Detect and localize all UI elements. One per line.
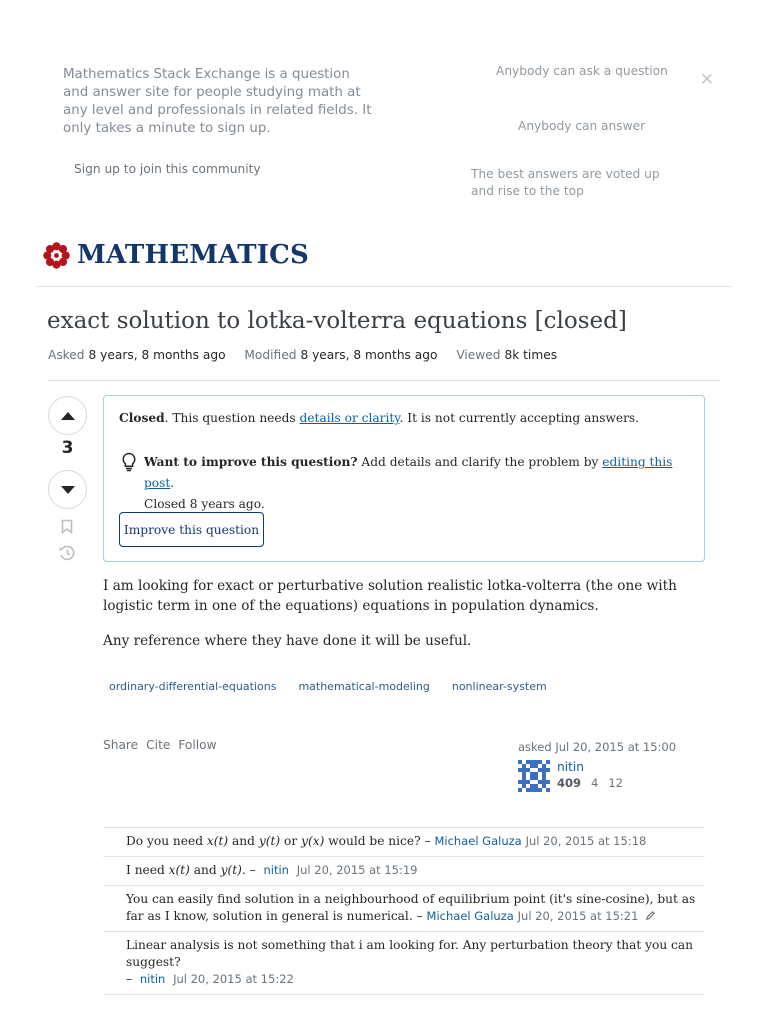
closed-label: Closed	[119, 411, 165, 425]
banner-description: Mathematics Stack Exchange is a question and answer site for people studying math at any level and professionals in related fields. It only takes a minute to sign up.	[63, 67, 372, 136]
site-logo[interactable]	[42, 238, 309, 272]
comment-item	[103, 885, 705, 931]
cite-link[interactable]: Cite	[146, 738, 171, 752]
closed-ago: Closed 8 years ago.	[144, 497, 265, 511]
comment-item	[103, 827, 705, 856]
reputation-score: 409	[557, 776, 582, 790]
comment-dash: –	[424, 834, 431, 848]
upvote-button[interactable]	[48, 396, 87, 435]
title-divider	[48, 380, 720, 381]
follow-link[interactable]: Follow	[178, 738, 217, 752]
comment-time[interactable]: Jul 20, 2015 at 15:22	[173, 972, 294, 986]
timeline-button[interactable]	[58, 544, 76, 562]
comment-math: x(t)	[168, 863, 190, 877]
viewed-value: 8k times	[504, 348, 558, 362]
comment-dash: –	[126, 972, 133, 986]
comment-list	[103, 827, 705, 995]
comment-text: Do you need	[126, 834, 207, 848]
tag-list	[103, 677, 559, 696]
improve-text: Add details and clarify the problem by	[357, 455, 603, 469]
pencil-icon	[645, 910, 656, 921]
comment-math: x(t)	[206, 834, 229, 848]
comment-math: y(t)	[220, 863, 242, 877]
closed-notice	[103, 395, 705, 562]
comment-dash: –	[416, 909, 423, 923]
comment-time[interactable]: Jul 20, 2015 at 15:21	[517, 909, 639, 923]
comment-text: .	[241, 863, 246, 877]
bronze-badges: 12	[608, 776, 623, 790]
question-title[interactable]: exact solution to lotka-volterra equations [closed]	[47, 308, 627, 334]
tag-ode[interactable]: ordinary-differential-equations	[103, 677, 282, 696]
comment-text: Linear analysis is not something that i am looking for. Any perturbation theory that you can suggest?	[126, 938, 693, 969]
closed-message	[119, 411, 639, 425]
comment-text: I need	[126, 863, 169, 877]
improve-message	[144, 452, 684, 515]
improve-question-button[interactable]: Improve this question	[119, 512, 264, 547]
closed-text-end: . It is not currently accepting answers.	[399, 411, 640, 425]
comment-text: or	[280, 834, 302, 848]
lightbulb-icon	[120, 452, 138, 472]
header-divider	[36, 286, 732, 287]
feature-ask: Anybody can ask a question	[496, 64, 668, 78]
comment-user[interactable]: nitin	[263, 863, 289, 877]
comment-math: y(x)	[301, 834, 325, 848]
tag-nonlinear-system[interactable]: nonlinear-system	[446, 677, 553, 696]
owner-name[interactable]: nitin	[557, 760, 584, 774]
silver-badges: 4	[591, 776, 599, 790]
tag-mathematical-modeling[interactable]: mathematical-modeling	[292, 677, 435, 696]
improve-text-end: .	[170, 476, 175, 490]
history-icon	[58, 544, 76, 562]
body-paragraph: Any reference where they have done it will be useful.	[103, 633, 472, 649]
comment-text: would be nice?	[324, 834, 425, 848]
modified-label: Modified	[244, 348, 297, 362]
feature-answer: Anybody can answer	[518, 119, 646, 133]
asked-label: Asked	[48, 348, 85, 362]
close-icon[interactable]: ×	[699, 69, 715, 89]
comment-time[interactable]: Jul 20, 2015 at 15:19	[296, 863, 418, 877]
downvote-button[interactable]	[48, 470, 87, 509]
bookmark-icon	[61, 519, 73, 534]
question-meta	[48, 348, 572, 362]
comment-time[interactable]: Jul 20, 2015 at 15:18	[525, 834, 647, 848]
asked-timestamp[interactable]: asked Jul 20, 2015 at 15:00	[518, 740, 677, 754]
comment-text: and	[189, 863, 221, 877]
vote-count: 3	[61, 438, 74, 458]
body-paragraph: I am looking for exact or perturbative solution realistic lotka-volterra (the one with logistic term in one of the equations) equations in population dynamics.	[103, 578, 677, 614]
feature-best-answers: The best answers are voted up and rise to the top	[471, 167, 660, 198]
signup-banner	[0, 0, 768, 215]
comment-item	[103, 931, 705, 995]
signup-link[interactable]: Sign up to join this community	[74, 162, 261, 176]
share-link[interactable]: Share	[103, 738, 139, 752]
comment-user[interactable]: nitin	[139, 972, 166, 986]
viewed-label: Viewed	[456, 348, 501, 362]
asked-value: 8 years, 8 months ago	[88, 348, 226, 362]
comment-math: y(t)	[258, 834, 281, 848]
bookmark-button[interactable]	[58, 517, 76, 535]
avatar[interactable]	[518, 760, 550, 792]
comment-dash: –	[249, 863, 256, 877]
owner-reputation	[557, 775, 633, 791]
comment-item	[103, 856, 705, 885]
modified-value[interactable]: 8 years, 8 months ago	[300, 348, 438, 362]
question-body	[103, 576, 703, 666]
closed-text: . This question needs	[164, 411, 300, 425]
comment-text: and	[228, 834, 259, 848]
owner-card	[518, 740, 708, 792]
comment-user[interactable]: Michael Galuza	[434, 834, 522, 848]
arrow-up-icon	[60, 411, 76, 421]
comment-user[interactable]: Michael Galuza	[426, 909, 514, 923]
details-clarity-link[interactable]: details or clarity	[299, 411, 400, 425]
flower-logo-icon	[42, 241, 71, 270]
arrow-down-icon	[60, 485, 76, 495]
editing-post-link[interactable]: editing this post	[144, 455, 673, 490]
comment-text: You can easily find solution in a neighbourhood of equilibrium point (it's sine-cosine), but as far as I know, solution in general is numerical.	[126, 892, 696, 923]
logo-text: MATHEMATICS	[77, 240, 309, 270]
improve-label: Want to improve this question?	[144, 455, 358, 469]
post-menu	[103, 738, 225, 752]
